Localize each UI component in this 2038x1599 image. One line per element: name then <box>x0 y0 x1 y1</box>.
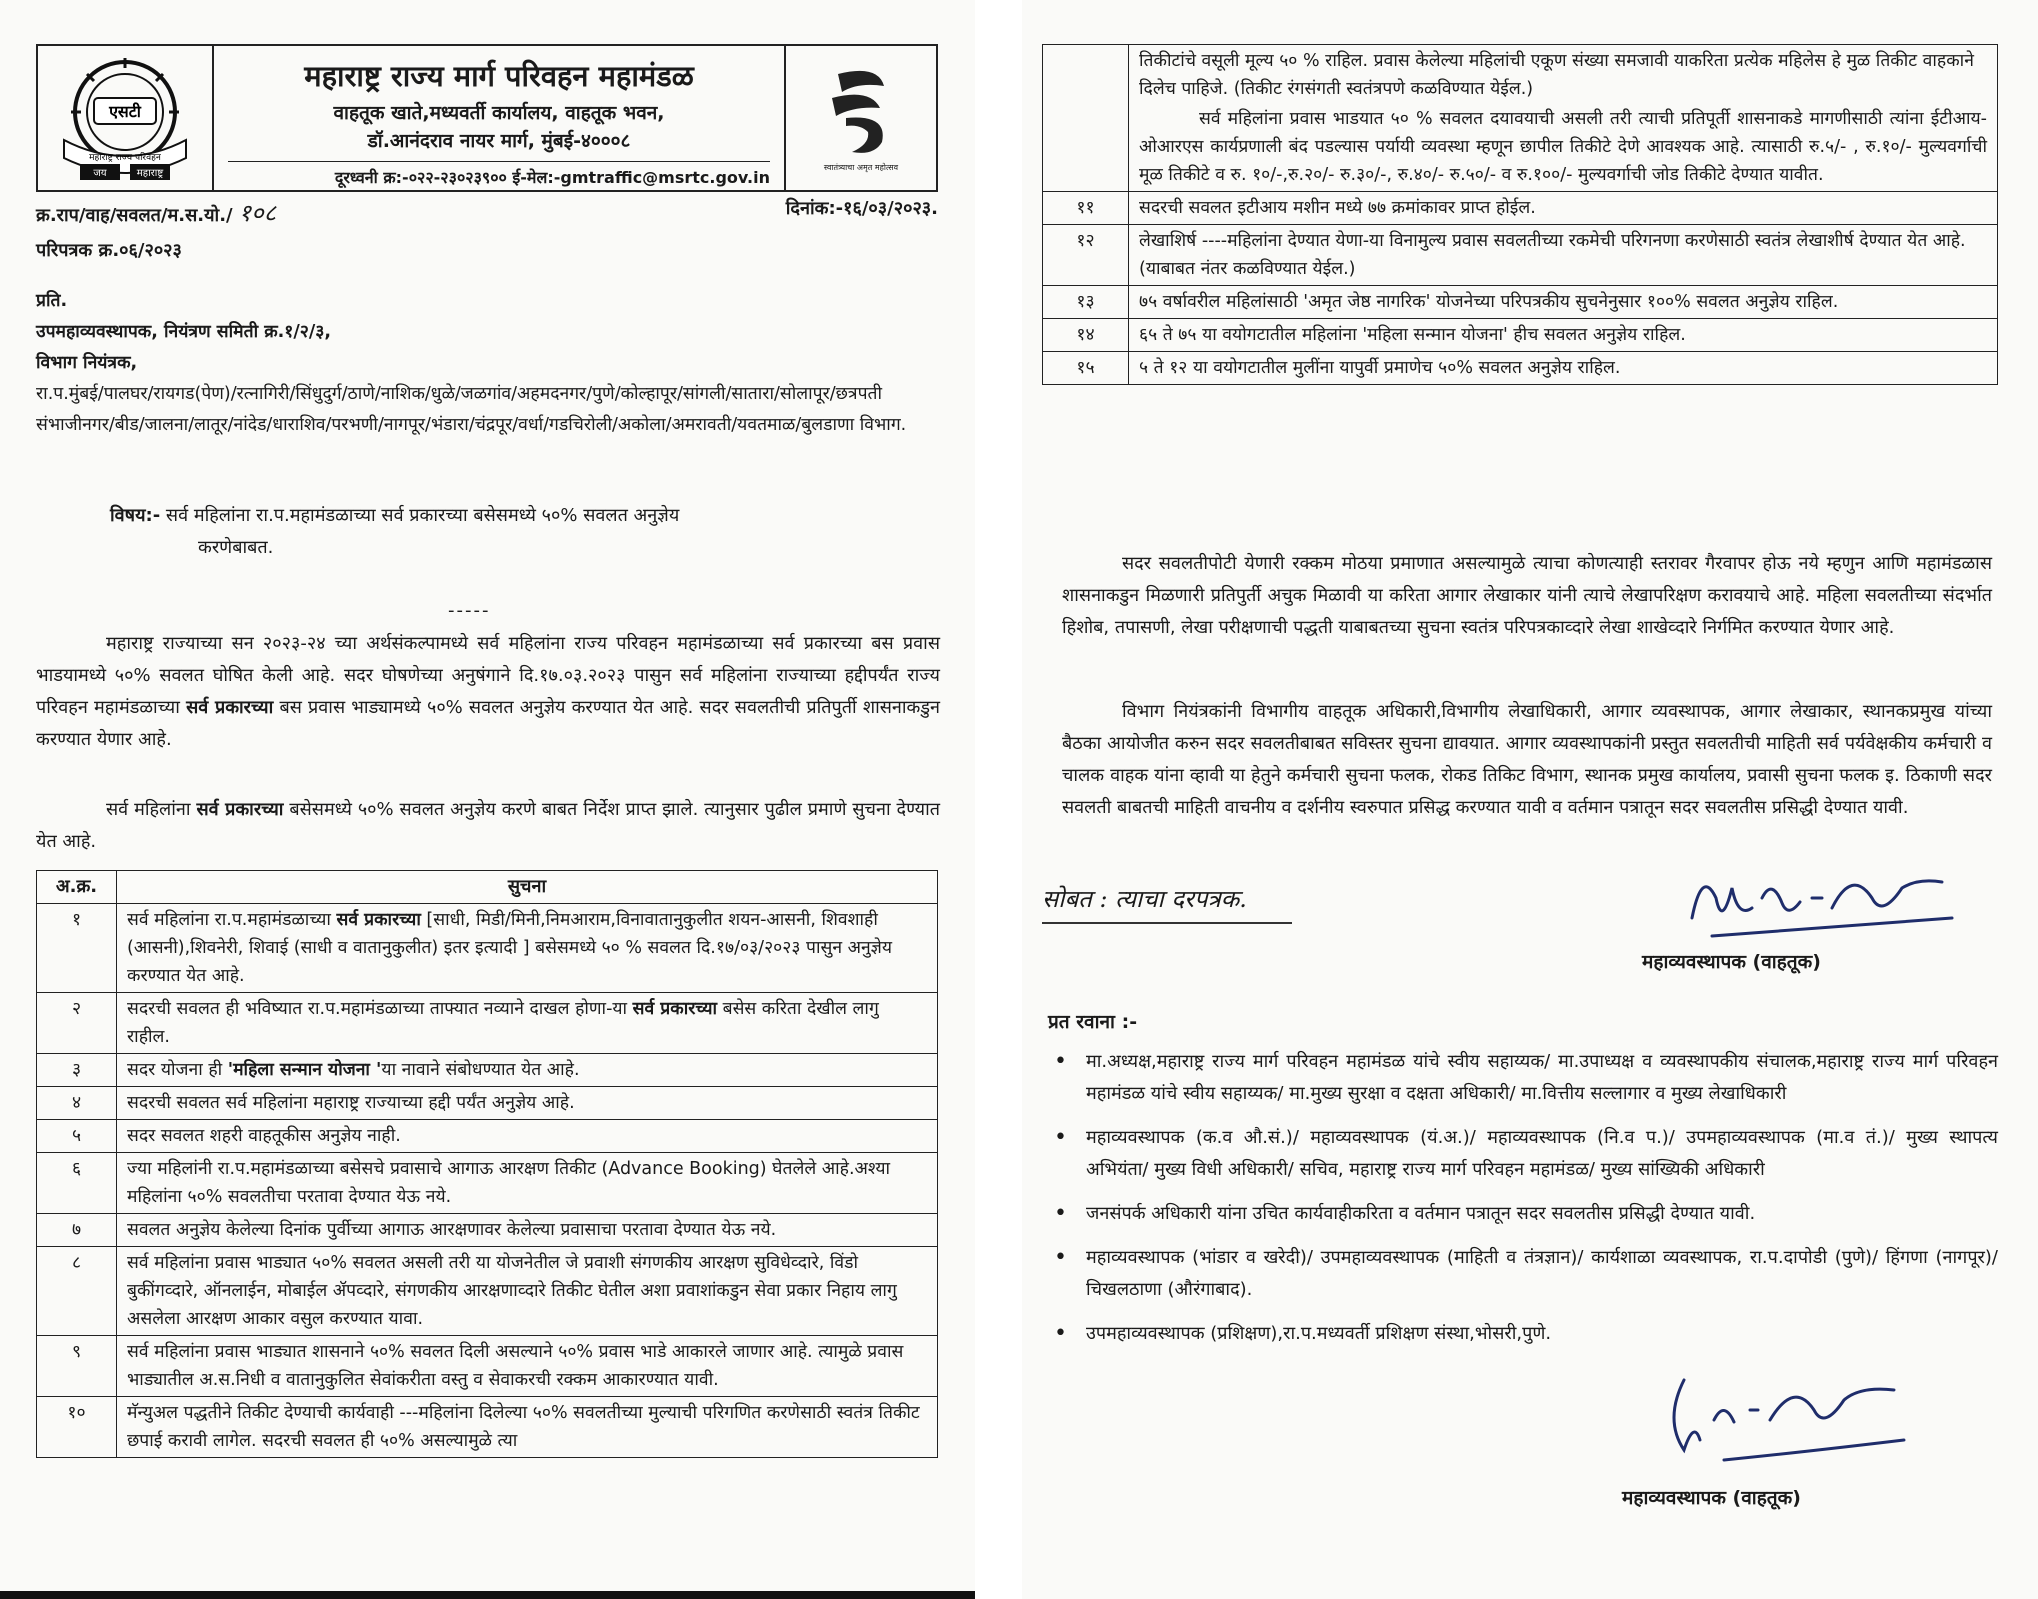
row-number: ५ <box>37 1120 117 1153</box>
row-text-bold: सर्व प्रकारच्या <box>336 910 421 930</box>
msrtc-logo-icon <box>50 54 200 182</box>
page-gutter <box>975 0 1022 1599</box>
row-number: १ <box>37 904 117 993</box>
letterhead-text <box>214 46 786 190</box>
subject <box>110 500 870 564</box>
row-text: ज्या महिलांनी रा.प.महामंडळाच्या बसेसचे प्रवासाचे आगाऊ आरक्षण तिकीट (Advance Booking) घेतलेले आहे.अश्या महिलांना ५०% सवलतीचा परतावा देण्यात येऊ नये. <box>117 1153 938 1214</box>
row-text: मॅन्युअल पद्धतीने तिकीट देण्याची कार्यवाही ---महिलांना दिलेल्या ५०% सवलतीच्या मुल्याची परिगणित करणेसाठी स्वतंत्र तिकीट छपाई करावी लागेल. सदरची सवलत ही ५०% असल्यामुळे त्या <box>117 1397 938 1458</box>
addressees <box>36 286 940 441</box>
direction-text-bold: सर्व प्रकारच्या <box>196 799 284 820</box>
addressee-to: प्रति. <box>36 291 68 311</box>
amrit-mahotsav-emblem <box>786 46 936 190</box>
row-text: ५ ते १२ या वयोगटातील मुलींना यापुर्वी प्रमाणेच ५०% सवलत अनुज्ञेय राहिल. <box>1129 352 1998 385</box>
intro-text-bold: सर्व प्रकारच्या <box>186 697 274 718</box>
reference-number <box>36 196 276 229</box>
intro-paragraph <box>36 628 940 756</box>
distribution-list <box>1048 1046 1998 1362</box>
table-row <box>1043 352 1998 385</box>
row-text-part: सदरची सवलत ही भविष्यात रा.प.महामंडळाच्या ताफ्यात नव्याने दाखल होणा-या <box>127 999 633 1019</box>
distribution-heading: प्रत रवाना :- <box>1048 1011 1138 1033</box>
row-text-part: सदर योजना ही <box>127 1060 228 1080</box>
emblem-caption: स्वातंत्र्याचा अमृत महोत्सव <box>823 162 899 172</box>
addressee-line-1: उपमहाव्यवस्थापक, नियंत्रण समिती क्र.१/२/३, <box>36 322 332 342</box>
table-row <box>37 904 938 993</box>
msrtc-logo <box>38 46 214 190</box>
instructions-table-continued <box>1042 44 1998 385</box>
signatory-title-2: महाव्यवस्थापक (वाहतूक) <box>1622 1487 1801 1509</box>
row-text-part: बसेस करिता देखील लागु राहील. <box>127 999 879 1047</box>
column-header-instruction: सुचना <box>117 871 938 904</box>
row-text <box>1129 45 1998 192</box>
row-text: सर्व महिलांना प्रवास भाड्यात शासनाने ५०% सवलत दिली असल्याने ५०% प्रवास भाडे आकारले जाणार आहे. त्यामुळे प्रवास भाड्यातील अ.स.निधी व वातानुकुलित सेवांकरीता वस्तु व सेवाकरची रक्कम आकारण्यात यावी. <box>117 1336 938 1397</box>
table-row <box>37 1336 938 1397</box>
page-edge-strip <box>0 1591 975 1599</box>
subject-line-2: करणेबाबत. <box>198 537 274 558</box>
row-number: ९ <box>37 1336 117 1397</box>
row-number: १५ <box>1043 352 1129 385</box>
row-number-empty <box>1043 45 1129 192</box>
separator: ----- <box>448 600 491 621</box>
row-text: सदर सवलत शहरी वाहतूकीस अनुज्ञेय नाही. <box>117 1120 938 1153</box>
enclosure-underline <box>1042 922 1292 924</box>
instructions-table <box>36 870 938 1458</box>
table-row <box>1043 192 1998 225</box>
table-row <box>1043 319 1998 352</box>
row-text <box>117 993 938 1054</box>
row-number: १० <box>37 1397 117 1458</box>
row-number: २ <box>37 993 117 1054</box>
meeting-paragraph: विभाग नियंत्रकांनी विभागीय वाहतूक अधिकारी,विभागीय लेखाधिकारी, आगार व्यवस्थापक, आगार लेखाकार, स्थानकप्रमुख यांच्या बैठका आयोजीत करुन सदर सवलतीबाबत सविस्तर सुचना द्यावयात. आगार व्यवस्थापकांनी प्रस्तुत सवलतीची माहिती सर्व पर्यवेक्षकीय कर्मचारी व चालक वाहक यांना व्हावी या हेतुने कर्मचारी सुचना फलक, रोकड तिकिट विभाग, स्थानक प्रमुख कार्यालय, प्रवासी सुचना फलक इ. ठिकाणी सदर सवलती बाबतची माहिती वाचनीय व दर्शनीय स्वरुपात प्रसिद्ध करण्यात यावी व वर्तमान पत्रातून सदर सवलतीस प्रसिद्धी देण्यात यावी. <box>1062 701 1992 818</box>
row-text: ६५ ते ७५ या वयोगटातील महिलांना 'महिला सन्मान योजना' हीच सवलत अनुज्ञेय राहिल. <box>1129 319 1998 352</box>
amrit-mahotsav-icon <box>818 64 904 160</box>
subject-line-1: सर्व महिलांना रा.प.महामंडळाच्या सर्व प्रकारच्या बसेसमध्ये ५०% सवलत अनुज्ञेय <box>165 505 680 526</box>
row-text-bold: 'महिला सन्मान योजना ' <box>227 1060 382 1080</box>
table-row <box>37 993 938 1054</box>
row-text-continued: तिकीटांचे वसूली मूल्य ५० % राहिल. प्रवास केलेल्या महिलांची एकूण संख्या समजावी याकरिता प्रत्येक महिलेस हे मुळ तिकीट वाहकाने दिलेच पाहिजे. (तिकीट रंगसंगती स्वतंत्रपणे कळविण्यात येईल.) <box>1139 51 1974 99</box>
row-text <box>117 1054 938 1087</box>
row-text-continued-2: सर्व महिलांना प्रवास भाडयात ५० % सवलत दयावयाची असली तरी त्याची प्रतिपूर्ती शासनाकडे मागणीसाठी त्यांना ईटीआय-ओआरएस कार्यप्रणाली बंद पडल्यास पर्यायी व्यवस्था म्हणून छापील तिकीटे देणे आवश्यक आहे. त्यासाठी रु.५/- , रु.१०/- मुल्यवर्गाची मूळ तिकीटे व रु. १०/-,रु.२०/- रु.३०/-, रु.४०/- रु.५०/- व रु.१००/- मुल्यवर्गाची जोड तिकीटे देण्यात यावीत. <box>1139 109 1987 185</box>
address-line: डॉ.आनंदराव नायर मार्ग, मुंबई-४०००८ <box>367 130 631 152</box>
enclosure-note: सोबत : त्याचा दरपत्रक. <box>1042 885 1247 913</box>
intro-text-2: बस प्रवास भाड्यामध्ये ५०% सवलत अनुज्ञेय करण्यात येत आहे. सदर सवलतीची प्रतिपुर्ती शासनाकडुन करण्यात येणार आहे. <box>36 697 940 750</box>
intro-text-1: महाराष्ट्र राज्याच्या सन २०२३-२४ च्या अर्थसंकल्पामध्ये सर्व महिलांना राज्य परिवहन महामंडळाच्या सर्व प्रकारच्या बस प्रवास भाडयामध्ये ५०% सवलत घोषित केली आहे. सदर घोषणेच्या अनुषंगाने दि.१७.०३.२०२३ पासुन सर्व महिलांना राज्याच्या हद्दीपर्यंत राज्य परिवहन महामंडळाच्या <box>36 633 940 718</box>
direction-text-2: बसेसमध्ये ५०% सवलत अनुज्ञेय करणे बाबत निर्देश प्राप्त झाले. त्यानुसार पुढील प्रमाणे सुचना देण्यात येत आहे. <box>36 799 940 852</box>
reference-number-handwritten: १०८ <box>238 199 277 227</box>
row-text: सदरची सवलत सर्व महिलांना महाराष्ट्र राज्याच्या हद्दी पर्यंत अनुज्ञेय आहे. <box>117 1087 938 1120</box>
row-number: ४ <box>37 1087 117 1120</box>
row-text: लेखाशिर्ष ----महिलांना देण्यात येणा-या विनामुल्य प्रवास सवलतीच्या रकमेची परिगनणा करणेसाठी स्वतंत्र लेखाशीर्ष देण्यात येत आहे. (याबाबत नंतर कळविण्यात येईल.) <box>1129 225 1998 286</box>
row-text-part: [साधी, मिडी/मिनी,निमआराम,विनावातानुकुलीत शयन-आसनी, शिवशाही (आसनी),शिवनेरी, शिवाई (साधी व वातानुकुलीत) इतर इत्यादी ] बसेसमध्ये ५० % सवलत दि.१७/०३/२०२३ पासुन अनुज्ञेय करण्यात येत आहे. <box>127 910 893 986</box>
addressee-line-2: विभाग नियंत्रक, <box>36 353 138 373</box>
table-row <box>37 1153 938 1214</box>
reference-number-label: क्र.राप/वाह/सवलत/म.स.यो./ <box>36 205 233 226</box>
table-row <box>37 1120 938 1153</box>
row-number: १४ <box>1043 319 1129 352</box>
letterhead <box>36 44 938 192</box>
circular-number: परिपत्रक क्र.०६/२०२३ <box>36 240 182 261</box>
list-item: • मा.अध्यक्ष,महाराष्ट्र राज्य मार्ग परिवहन महामंडळ यांचे स्वीय सहाय्यक/ मा.उपाध्यक्ष व व्यवस्थापकीय संचालक,महाराष्ट्र राज्य मार्ग परिवहन महामंडळ यांचे स्वीय सहाय्यक/ मा.मुख्य सुरक्षा व दक्षता अधिकारी/ मा.वित्तीय सल्लागार व मुख्य लेखाधिकारी <box>1048 1046 1998 1110</box>
signatory-title: महाव्यवस्थापक (वाहतूक) <box>1642 951 1821 973</box>
row-number: ८ <box>37 1247 117 1336</box>
table-row <box>37 1087 938 1120</box>
table-header-row <box>37 871 938 904</box>
row-text: सदरची सवलत इटीआय मशीन मध्ये ७७ क्रमांकावर प्राप्त होईल. <box>1129 192 1998 225</box>
row-text-part: या नावाने संबोधण्यात येत आहे. <box>381 1060 580 1080</box>
dept-line: वाहतूक खाते,मध्यवर्ती कार्यालय, वाहतूक भवन, <box>333 102 665 124</box>
row-text: सवलत अनुज्ञेय केलेल्या दिनांक पुर्वीच्या आगाऊ आरक्षणावर केलेल्या प्रवासाचा परतावा देण्यात येऊ नये. <box>117 1214 938 1247</box>
list-item: • महाव्यवस्थापक (भांडार व खरेदी)/ उपमहाव्यवस्थापक (माहिती व तंत्रज्ञान)/ कार्यशाळा व्यवस्थापक, रा.प.दापोडी (पुणे)/ हिंगणा (नागपूर)/ चिखलठाणा (औरंगाबाद). <box>1048 1242 1998 1306</box>
row-number: ११ <box>1043 192 1129 225</box>
row-number: ६ <box>37 1153 117 1214</box>
svg-text:जय: जय <box>93 168 107 179</box>
reference-date: दिनांक:-१६/०३/२०२३. <box>785 198 938 219</box>
table-row <box>1043 45 1998 192</box>
row-number: १३ <box>1043 286 1129 319</box>
row-text-part: सर्व महिलांना रा.प.महामंडळाच्या <box>127 910 337 930</box>
row-text: सर्व महिलांना प्रवास भाड्यात ५०% सवलत असली तरी या योजनेतील जे प्रवाशी संगणकीय आरक्षण सुविधेव्दारे, विंडो बुकींगव्दारे, ऑनलाईन, मोबाईल ॲपव्दारे, संगणकीय आरक्षणाव्दारे तिकीट घेतील अशा प्रवाशांकडुन सेवा प्रकार निहाय लागु असलेला आरक्षण आकार वसुल करण्यात यावा. <box>117 1247 938 1336</box>
list-item: • जनसंपर्क अधिकारी यांना उचित कार्यवाहीकरिता व वर्तमान पत्रातून सदर सवलतीस प्रसिद्धी देण्यात यावी. <box>1048 1198 1998 1230</box>
row-text: ७५ वर्षावरील महिलांसाठी 'अमृत जेष्ठ नागरिक' योजनेच्या परिपत्रकीय सुचनेनुसार १००% सवलत अनुज्ञेय राहिल. <box>1129 286 1998 319</box>
table-row <box>37 1247 938 1336</box>
table-row <box>1043 225 1998 286</box>
row-text-bold: सर्व प्रकारच्या <box>632 999 718 1019</box>
table-row <box>37 1054 938 1087</box>
reference-row <box>36 196 938 229</box>
direction-paragraph <box>36 794 940 858</box>
signature-image-2 <box>1654 1360 1934 1470</box>
list-item: • महाव्यवस्थापक (क.व औ.सं.)/ महाव्यवस्थापक (यं.अ.)/ महाव्यवस्थापक (नि.व प.)/ उपमहाव्यवस्थापक (मा.व तं.)/ मुख्य स्थापत्य अभियंता/ मुख्य विधी अधिकारी/ सचिव, महाराष्ट्र राज्य मार्ग परिवहन महामंडळ/ मुख्य सांख्यिकी अधिकारी <box>1048 1122 1998 1186</box>
row-number: १२ <box>1043 225 1129 286</box>
table-row <box>1043 286 1998 319</box>
addressee-divisions: रा.प.मुंबई/पालघर/रायगड(पेण)/रत्नागिरी/सिंधुदुर्ग/ठाणे/नाशिक/धुळे/जळगांव/अहमदनगर/पुणे/कोल्हापूर/सांगली/सातारा/सोलापूर/छत्रपती संभाजीनगर/बीड/जालना/लातूर/नांदेड/धाराशिव/परभणी/नागपूर/भंडारा/चंद्रपूर/वर्धा/गडचिरोली/अकोला/अमरावती/यवतमाळ/बुलडाणा विभाग. <box>36 384 907 435</box>
subject-label: विषय:- <box>110 505 161 526</box>
svg-text:महाराष्ट्र राज्य परिवहन: महाराष्ट्र राज्य परिवहन <box>89 153 161 163</box>
row-text <box>117 904 938 993</box>
row-number: ७ <box>37 1214 117 1247</box>
org-title: महाराष्ट्र राज्य मार्ग परिवहन महामंडळ <box>304 59 694 93</box>
row-number: ३ <box>37 1054 117 1087</box>
circular-page-1 <box>0 0 975 1599</box>
column-header-no: अ.क्र. <box>37 871 117 904</box>
table-row <box>37 1214 938 1247</box>
table-row <box>37 1397 938 1458</box>
contact-line: दूरध्वनी क्र:-०२२-२३०२३९०० ई-मेल:-gmtraffic@msrtc.gov.in <box>228 161 770 188</box>
list-item: • उपमहाव्यवस्थापक (प्रशिक्षण),रा.प.मध्यवर्ती प्रशिक्षण संस्था,भोसरी,पुणे. <box>1048 1318 1998 1350</box>
svg-text:एसटी: एसटी <box>109 102 141 121</box>
signature-image <box>1672 858 1972 948</box>
svg-text:महाराष्ट्र: महाराष्ट्र <box>136 168 164 179</box>
direction-text-1: सर्व महिलांना <box>106 799 197 820</box>
audit-paragraph: सदर सवलतीपोटी येणारी रक्कम मोठया प्रमाणात असल्यामुळे त्याचा कोणत्याही स्तरावर गैरवापर होऊ नये म्हणुन आणि महामंडळास शासनाकडुन मिळणारी प्रतिपुर्ती अचुक मिळावी या करिता आगार लेखाकार यांनी त्याचे लेखापरिक्षण करावयाचे आहे. महिला सवलतीच्या संदर्भात हिशोब, तपासणी, लेखा परीक्षणाची पद्धती याबाबतच्या सुचना स्वतंत्र परिपत्रकाव्दारे लेखा शाखेव्दारे निर्गमित करण्यात येणार आहे. <box>1062 553 1992 638</box>
circular-page-2 <box>1022 0 2038 1599</box>
